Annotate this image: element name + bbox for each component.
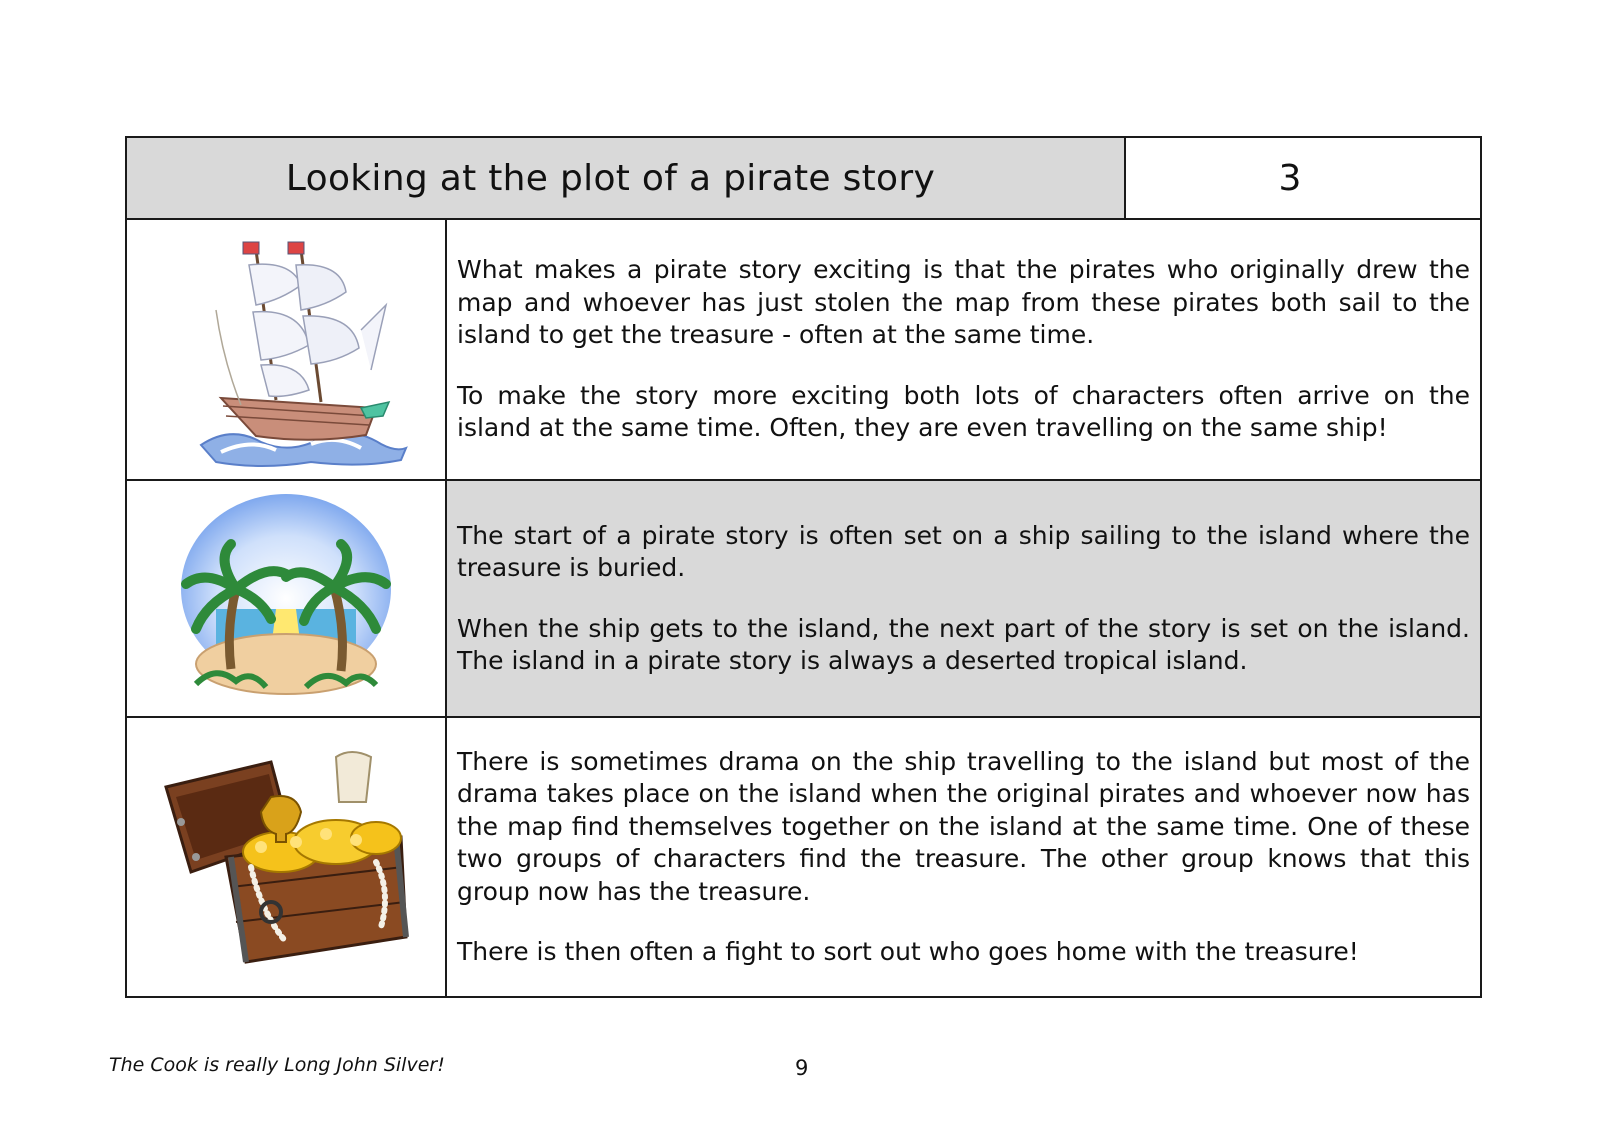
paragraph: What makes a pirate story exciting is that the pirates who originally drew the map and whoever has just stolen the map from these pirates both sail to the island to get the treasure - often at the same time. <box>457 255 1470 350</box>
page-title: Looking at the plot of a pirate story <box>127 138 1126 218</box>
pirate-ship-icon <box>161 230 411 470</box>
section-number: 3 <box>1126 138 1480 218</box>
row-text <box>447 481 1480 716</box>
worksheet-table <box>125 136 1482 998</box>
page-number: 9 <box>795 1056 809 1080</box>
content-row <box>127 718 1480 996</box>
row-text <box>447 718 1480 996</box>
content-row <box>127 481 1480 718</box>
paragraph: There is then often a fight to sort out who goes home with the treasure! <box>457 937 1359 966</box>
content-row <box>127 220 1480 481</box>
island-illustration-cell <box>127 481 447 716</box>
treasure-chest-icon <box>151 742 421 972</box>
header-row <box>127 138 1480 220</box>
paragraph: There is sometimes drama on the ship travelling to the island but most of the drama takes place on the island when the original pirates and whoever now has the map find themselves together on the island at the same time. One of these two groups of characters find the treasure. The other group knows that this group now has the treasure. <box>457 746 1470 906</box>
row-text <box>447 220 1480 479</box>
footer-book-title: The Cook is really Long John Silver! <box>109 1054 445 1076</box>
paragraph: To make the story more exciting both lots of characters often arrive on the island at the same time. Often, they are even travelling on the same ship! <box>457 380 1470 443</box>
paragraph: When the ship gets to the island, the next part of the story is set on the island. The island in a pirate story is always a deserted tropical island. <box>457 613 1470 675</box>
treasure-illustration-cell <box>127 718 447 996</box>
ship-illustration-cell <box>127 220 447 479</box>
tropical-island-icon <box>176 489 396 709</box>
paragraph: The start of a pirate story is often set on a ship sailing to the island where the treasure is buried. <box>457 520 1470 582</box>
